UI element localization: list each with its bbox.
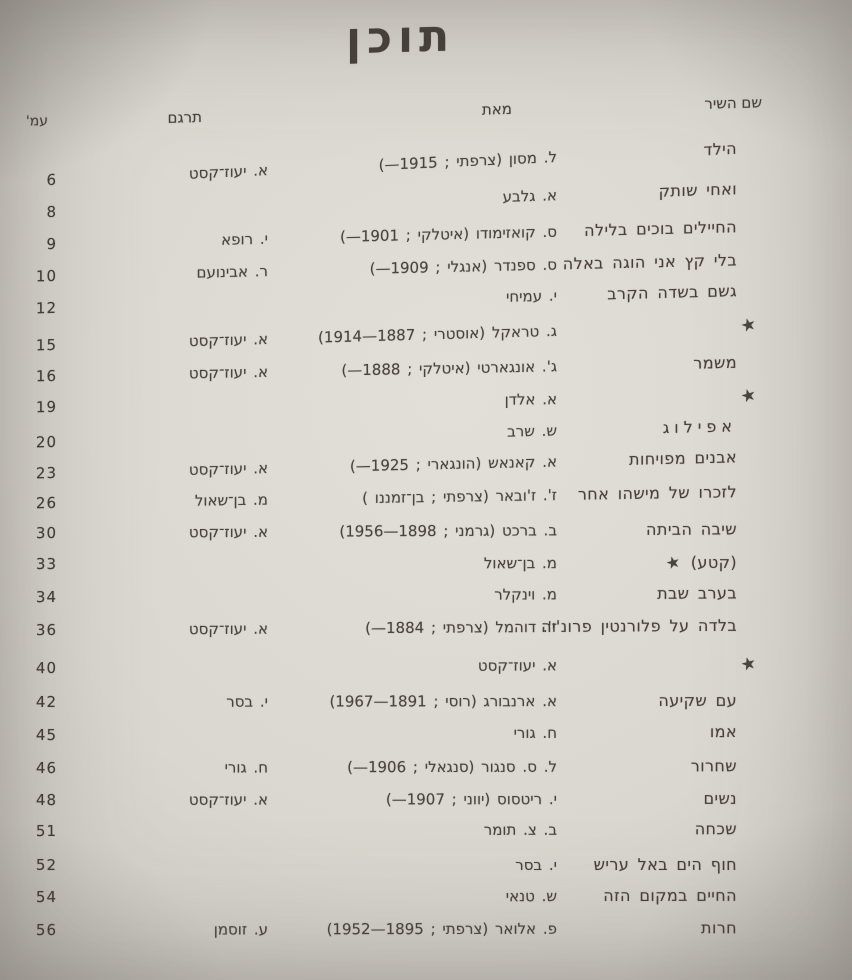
- poem-title: שכחה: [694, 819, 737, 839]
- poem-translator: י. רופא: [221, 229, 268, 249]
- toc-row: [0, 547, 852, 580]
- page-number: 40: [35, 658, 57, 678]
- toc-row: [0, 912, 852, 946]
- poem-title: אפילוג: [662, 416, 737, 438]
- page-number: 45: [35, 725, 57, 745]
- column-header-author: מאת: [481, 99, 512, 119]
- poem-title: בערב שבת: [657, 583, 737, 603]
- page-number: 12: [35, 298, 57, 318]
- page-number: 26: [35, 493, 57, 513]
- poem-title: החיילים בוכים בלילה: [584, 217, 737, 240]
- poem-title: [739, 648, 760, 680]
- page-number: 56: [35, 920, 57, 940]
- poem-author: י. בסר: [515, 856, 557, 874]
- poem-author: ש. טנאי: [505, 887, 557, 906]
- page-number: 16: [35, 366, 57, 386]
- page-number: 23: [35, 463, 57, 483]
- page-number: 34: [35, 587, 57, 607]
- poem-author: א. אלדן: [504, 390, 557, 409]
- poem-title: אבנים מפויחות: [629, 447, 737, 469]
- poem-title: לזכרו של מישהו אחר: [577, 482, 737, 504]
- poem-translator: א. יעוז־קסט: [188, 459, 268, 479]
- poem-author: ז'. ז'ובאר (צרפתי ; בן־זמננו ): [362, 486, 557, 508]
- toc-row: [0, 750, 852, 784]
- toc-row: [0, 648, 852, 684]
- toc-row: [0, 609, 852, 646]
- poem-title: הילד: [703, 138, 737, 160]
- poem-title: נשים: [703, 788, 737, 808]
- poem-title: [739, 380, 760, 412]
- toc-row: [0, 577, 852, 613]
- toc-row: [0, 783, 852, 816]
- poem-title: חוף הים באל עריש: [593, 855, 737, 874]
- poem-author: ס. קואזימודו (איטלקי ; 1901—): [339, 222, 557, 246]
- poem-author: ל. מסון (צרפתי ; 1915—): [378, 147, 557, 175]
- poem-author: ב. צ. תומר: [483, 820, 557, 839]
- poem-translator: ע. זוסמן: [213, 920, 268, 939]
- page-number: 42: [35, 692, 57, 712]
- poem-author: י. עמיחי: [506, 286, 557, 306]
- poem-title: אמו: [709, 722, 737, 742]
- toc-row: [0, 513, 852, 549]
- poem-title: ואחי שותק: [658, 179, 737, 201]
- toc-row: [0, 849, 852, 881]
- poem-title: בלי קץ אני הוגה באלה: [562, 250, 737, 274]
- poem-translator: א. יעוז־קסט: [188, 329, 268, 351]
- page-number: 51: [35, 821, 57, 841]
- page-number: 30: [35, 523, 57, 543]
- page-number: 33: [35, 554, 57, 574]
- page-number: 20: [35, 432, 57, 452]
- page-number: 10: [35, 266, 57, 286]
- poem-translator: א. יעוז־קסט: [188, 161, 268, 183]
- toc-row: [0, 813, 852, 847]
- poem-translator: א. יעוז־קסט: [188, 362, 268, 383]
- poem-author: פ. אלואר (צרפתי ; 1895—1952): [326, 919, 557, 939]
- page-number: 19: [35, 397, 57, 417]
- poem-author: ז'. דוהמל (צרפתי ; 1884—): [365, 617, 557, 638]
- star-icon: ★: [663, 551, 683, 574]
- page-number: 15: [35, 335, 57, 355]
- poem-title: חרות: [701, 918, 737, 938]
- poem-title: החיים במקום הזה: [603, 885, 737, 906]
- poem-translator: א. יעוז־קסט: [188, 790, 268, 809]
- poem-author: י. ריטסוס (יווני ; 1907—): [385, 790, 557, 809]
- poem-author: א. קאנאש (הונגארי ; 1925—): [349, 452, 557, 476]
- poem-title: משמר: [693, 352, 737, 373]
- column-header-poem-name: שם השיר: [704, 93, 762, 113]
- page-number: 54: [35, 887, 57, 907]
- poem-author: א. ארנבורג (רוסי ; 1891—1967): [329, 692, 557, 711]
- poem-title: בלדה על פלורנטין פרונ'יה: [541, 615, 737, 637]
- poem-translator: ר. אבינועם: [196, 262, 268, 282]
- poem-author: ש. שרב: [507, 421, 557, 441]
- page-number: 9: [46, 234, 57, 254]
- poem-author: א. גלבע: [502, 186, 557, 206]
- page-number: 8: [46, 202, 57, 222]
- column-header-page: עמ': [25, 113, 48, 130]
- page-number: 6: [46, 170, 57, 190]
- star-icon: ★: [739, 384, 760, 408]
- poem-author: ג'. אונגארטי (איטלקי ; 1888—): [341, 357, 557, 380]
- poem-author: ח. גורי: [513, 723, 557, 742]
- page-number: 48: [35, 790, 57, 810]
- toc-row: [0, 880, 852, 913]
- poem-translator: א. יעוז־קסט: [188, 522, 268, 542]
- poem-title: [739, 309, 760, 341]
- column-header-translator: תרגם: [167, 108, 202, 127]
- poem-author: ג. טראקל (אוסטרי ; 1887—1914): [318, 321, 557, 347]
- poem-translator: א. יעוז־קסט: [188, 619, 268, 639]
- poem-author: מ. בן־שאול: [483, 554, 557, 573]
- poem-title: עם שקיעה: [658, 690, 737, 710]
- page-number: 46: [35, 758, 57, 778]
- page-number: 36: [35, 620, 57, 640]
- contents-title: תוכן: [346, 10, 456, 65]
- poem-author: ס. ספנדר (אנגלי ; 1909—): [369, 255, 557, 278]
- poem-author: ל. ס. סנגור (סנגאלי ; 1906—): [347, 757, 557, 777]
- poem-author: א. יעוז־קסט: [477, 656, 557, 675]
- poem-title: גשם בשדה הקרב: [607, 281, 737, 304]
- poem-author: ב. ברכט (גרמני ; 1898—1956): [339, 521, 557, 541]
- poem-title: [663, 547, 737, 579]
- page-number: 52: [35, 856, 57, 874]
- poem-translator: מ. בן־שאול: [194, 490, 268, 510]
- poem-title: שחרור: [690, 756, 737, 776]
- toc-row: [0, 685, 852, 718]
- star-icon: ★: [739, 313, 760, 338]
- poem-translator: י. בסר: [226, 692, 268, 711]
- poem-translator: ח. גורי: [224, 758, 268, 777]
- poem-author: מ. וינקלר: [494, 585, 557, 604]
- poem-title: שיבה הביתה: [646, 519, 737, 539]
- toc-row: [0, 716, 852, 752]
- poem-title-text: (קטע): [690, 552, 737, 572]
- star-icon: ★: [739, 652, 760, 677]
